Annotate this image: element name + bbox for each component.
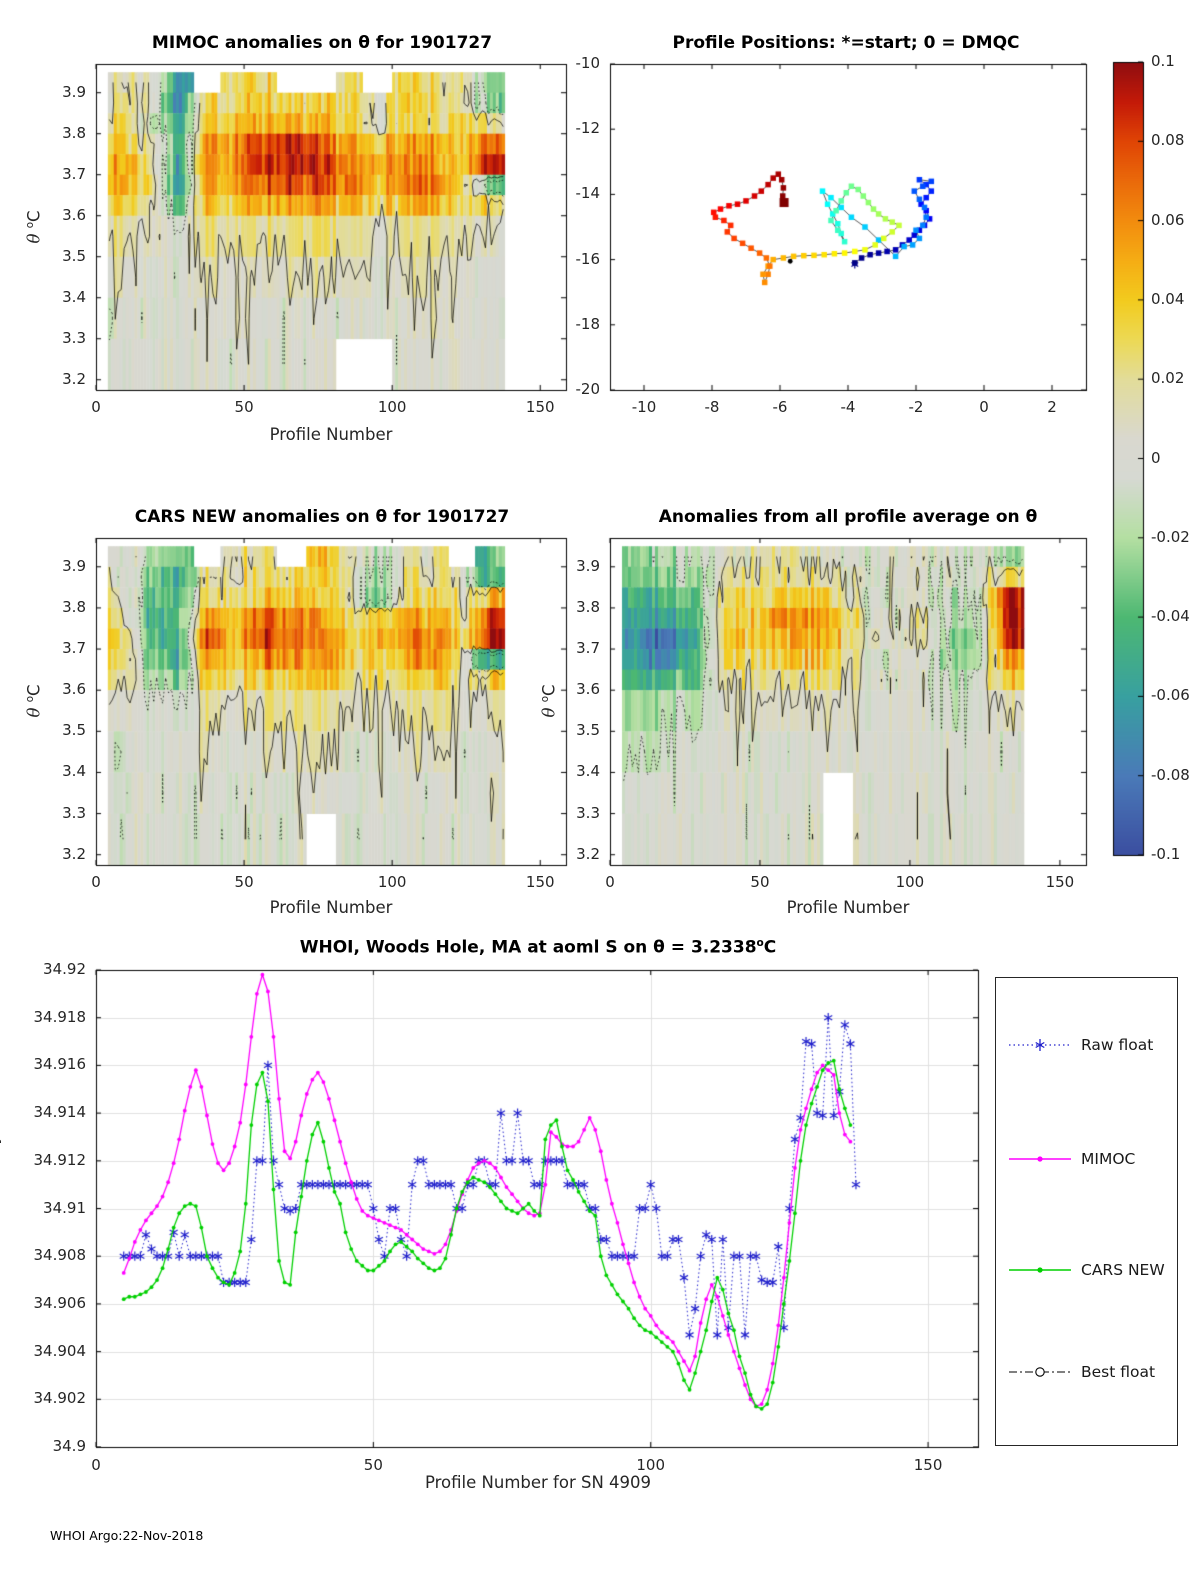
y-tick-label: 3.4 xyxy=(62,287,86,306)
x-tick-label: 50 xyxy=(363,1456,383,1474)
x-tick-label: -4 xyxy=(840,398,856,416)
y-tick-label: 34.91 xyxy=(43,1198,86,1217)
y-tick-label: 3.7 xyxy=(576,639,600,658)
x-tick-label: 2 xyxy=(1047,398,1057,416)
cbar-tick-label: -0.1 xyxy=(1151,845,1181,863)
legend-item-cars-new: CARS NEW xyxy=(1008,1261,1165,1279)
raw-float-line-icon xyxy=(1008,1037,1072,1053)
xlabel-salinity: Profile Number for SN 4909 xyxy=(424,1473,652,1492)
x-tick-label: -8 xyxy=(704,398,720,416)
x-tick-label: -2 xyxy=(908,398,924,416)
cbar-tick-label: -0.08 xyxy=(1151,765,1190,784)
y-tick-label: 34.908 xyxy=(33,1246,86,1265)
x-tick-label: 150 xyxy=(525,398,555,416)
x-tick-label: 0 xyxy=(91,873,101,891)
y-tick-label: 3.4 xyxy=(576,762,600,781)
x-tick-label: 0 xyxy=(605,873,615,891)
title-cars-heatmap: CARS NEW anomalies on θ for 1901727 xyxy=(134,507,510,527)
y-tick-label: 3.3 xyxy=(576,803,600,822)
y-tick-label: 3.2 xyxy=(576,844,600,863)
y-tick-label: 3.5 xyxy=(62,246,86,265)
cbar-tick-label: 0.06 xyxy=(1151,210,1185,229)
y-tick-label: 3.5 xyxy=(576,721,600,740)
y-tick-label: -12 xyxy=(575,119,600,138)
cbar-tick-label: 0.1 xyxy=(1151,52,1175,70)
y-tick-label: 34.906 xyxy=(33,1293,86,1312)
y-tick-label: -16 xyxy=(575,249,600,268)
y-tick-label: 34.904 xyxy=(33,1341,86,1360)
x-tick-label: -6 xyxy=(772,398,788,416)
title-mimoc-heatmap: MIMOC anomalies on θ for 1901727 xyxy=(151,33,493,53)
y-tick-label: 34.912 xyxy=(33,1150,86,1169)
y-tick-label: 3.8 xyxy=(62,597,86,616)
x-tick-label: 100 xyxy=(377,398,407,416)
cbar-tick-label: 0.04 xyxy=(1151,289,1185,308)
cbar-tick-label: -0.06 xyxy=(1151,686,1190,705)
x-tick-label: 100 xyxy=(895,873,925,891)
xlabel-avg: Profile Number xyxy=(786,898,910,917)
footer-text: WHOI Argo:22-Nov-2018 xyxy=(50,1528,204,1543)
x-tick-label: 150 xyxy=(1045,873,1075,891)
x-tick-label: 50 xyxy=(234,873,254,891)
y-tick-label: 3.2 xyxy=(62,844,86,863)
cars-new-line-icon xyxy=(1008,1262,1072,1278)
y-tick-label: 3.9 xyxy=(62,556,86,575)
cbar-tick-label: -0.02 xyxy=(1151,527,1190,546)
cbar-tick-label: 0.08 xyxy=(1151,131,1185,150)
legend-item-raw-float: Raw float xyxy=(1008,1036,1153,1054)
y-tick-label: 3.6 xyxy=(62,680,86,699)
y-tick-label: -10 xyxy=(575,54,600,72)
cbar-tick-label: -0.04 xyxy=(1151,607,1190,626)
title-profile-positions: Profile Positions: *=start; 0 = DMQC xyxy=(672,33,1020,53)
x-tick-label: 50 xyxy=(234,398,254,416)
y-tick-label: 3.6 xyxy=(62,205,86,224)
y-tick-label: 3.6 xyxy=(576,680,600,699)
ylabel-cars: θ $^o$C xyxy=(24,684,44,718)
best-float-line-icon xyxy=(1008,1364,1072,1380)
y-tick-label: 3.9 xyxy=(576,556,600,575)
cbar-tick-label: 0.02 xyxy=(1151,369,1185,388)
xlabel-cars: Profile Number xyxy=(269,898,393,917)
ylabel-avg: θ $^o$C xyxy=(539,684,559,718)
legend-item-mimoc: MIMOC xyxy=(1008,1150,1135,1168)
y-tick-label: 3.7 xyxy=(62,639,86,658)
mimoc-line-icon xyxy=(1008,1151,1072,1167)
y-tick-label: 34.918 xyxy=(33,1007,86,1026)
ylabel-salinity xyxy=(0,1134,2,1195)
y-tick-label: 34.916 xyxy=(33,1055,86,1074)
y-tick-label: 34.9 xyxy=(52,1437,86,1455)
x-tick-label: 150 xyxy=(913,1456,943,1474)
y-tick-label: 3.7 xyxy=(62,164,86,183)
y-tick-label: -14 xyxy=(575,184,600,203)
cbar-tick-label: 0 xyxy=(1151,448,1161,467)
legend-item-best-float: Best float xyxy=(1008,1363,1155,1381)
x-tick-label: 100 xyxy=(377,873,407,891)
y-tick-label: 3.8 xyxy=(62,123,86,142)
title-avg-heatmap: Anomalies from all profile average on θ xyxy=(658,507,1038,527)
legend-box xyxy=(995,977,1178,1446)
x-tick-label: 150 xyxy=(525,873,555,891)
y-tick-label: 34.914 xyxy=(33,1103,86,1122)
x-tick-label: 50 xyxy=(750,873,770,891)
y-tick-label: 3.5 xyxy=(62,721,86,740)
y-tick-label: 3.3 xyxy=(62,328,86,347)
ylabel-mimoc: θ $^o$C xyxy=(24,210,44,244)
y-tick-label: 3.3 xyxy=(62,803,86,822)
y-tick-label: -18 xyxy=(575,314,600,333)
x-tick-label: 0 xyxy=(91,398,101,416)
y-tick-label: 3.8 xyxy=(576,597,600,616)
title-salinity-chart: WHOI, Woods Hole, MA at aoml S on $\theta = 3.2338^oC$ xyxy=(299,937,777,958)
x-tick-label: 0 xyxy=(91,1456,101,1474)
y-tick-label: -20 xyxy=(575,380,600,398)
y-tick-label: 34.92 xyxy=(43,960,86,978)
y-tick-label: 34.902 xyxy=(33,1389,86,1408)
x-tick-label: -10 xyxy=(631,398,657,416)
y-tick-label: 3.4 xyxy=(62,762,86,781)
y-tick-label: 3.9 xyxy=(62,82,86,101)
x-tick-label: 0 xyxy=(979,398,989,416)
y-tick-label: 3.2 xyxy=(62,369,86,388)
x-tick-label: 100 xyxy=(636,1456,666,1474)
xlabel-mimoc: Profile Number xyxy=(269,425,393,444)
